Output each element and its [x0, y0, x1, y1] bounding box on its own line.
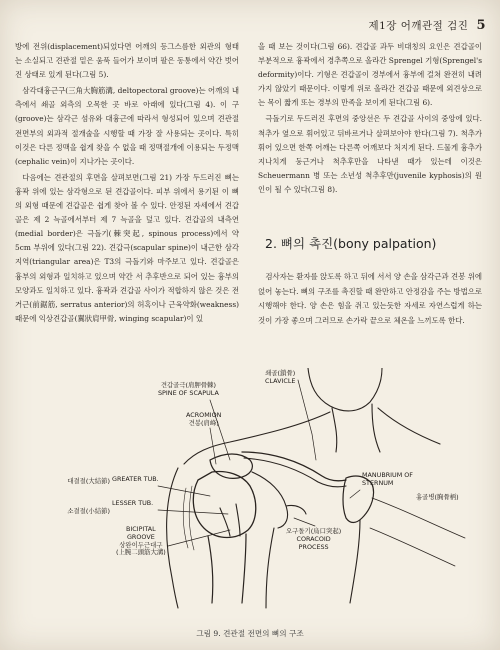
label-clavicle	[265, 370, 295, 386]
label-coracoid-en2: PROCESS	[298, 542, 329, 551]
label-acromion	[186, 412, 221, 428]
label-spine-scapula	[158, 382, 219, 398]
right-paragraph-1: 을 때 보는 것이다(그림 66). 견갑골 과두 비대칭의 요인은 견갑골이 부분적으로 흉곽에서 경추쪽으로 올라간 Sprengel 기형(Sprengel's deformity)이다. 기형은 견갑골이 경부에서 흉부에 걸쳐 완전히 내려가지 않았기 때문이다. 이렇게 위로 올라간 견갑골 때문에 외견상으로는 목이 짧게 또는 경부의 만족을 보이게 된다(그림 6).	[258, 42, 482, 108]
section-body	[258, 270, 482, 328]
label-lesser-tub-en: LESSER TUB.	[112, 499, 154, 507]
section-heading: 2. 뼈의 촉진(bony palpation)	[265, 236, 437, 251]
label-clavicle-ko: 쇄골(鎖骨)	[265, 369, 296, 377]
left-column	[15, 40, 239, 328]
label-coracoid-ko: 오구돌기(烏口突起)	[286, 527, 342, 535]
shoulder-illustration	[60, 368, 480, 613]
label-greater-tub-en: GREATER TUB.	[112, 475, 159, 483]
label-acromion-en: ACROMION	[186, 411, 222, 419]
label-coracoid-en1: CORACOID	[296, 534, 331, 543]
label-manubrium	[362, 472, 413, 488]
label-manubrium-ko: 흉골병(胸骨柄)	[416, 493, 459, 501]
label-bicipital-ko1: 상완이두근대구	[119, 540, 163, 549]
right-column	[258, 40, 482, 199]
chapter-title: 제1장 어깨관절 검진	[368, 20, 469, 32]
humerus-head	[193, 472, 255, 538]
page-number: 5	[476, 18, 486, 33]
label-spine-en: SPINE OF SCAPULA	[158, 388, 219, 397]
label-manubrium-en1: MANUBRIUM OF	[362, 471, 413, 479]
label-acromion-ko: 견봉(肩峰)	[188, 418, 219, 427]
label-coracoid	[286, 528, 341, 551]
left-paragraph-2: 삼각대흉근구(三角大胸筋溝, deltopectoral groove)는 어깨의 내측에서 쇄골 외측의 오목한 곳 바로 아래에 있다(그림 4). 이 구(groove)는 삼각근 섬유와 대흉근에 따라서 형성되어 있으며 견관절 전면부의 외과적 절개술을 시행할 때 가장 잘 사용되는 곳이다. 특히 이것은 다른 정맥을 쉽게 찾을 수 없을 때 정맥절개에 이용되는 두정맥(cephalic vein)이 지나가는 곳이다.	[15, 86, 239, 166]
clavicle-bone	[242, 452, 346, 481]
label-bicipital-ko2: (上腕二頭筋大溝)	[116, 548, 166, 557]
right-paragraph-2: 극돌기로 두드러진 후면의 중앙선은 두 견갑골 사이의 중앙에 있다. 척추가 옆으로 휘어있고 뒤바르거나 살펴보아야 한다(그림 7). 척추가 휘어 있으면 한쪽 어깨는 다른쪽 어깨보다 처지게 된다. 드물게 흉추가 지나치게 둥근거나 척추후만을 나타낸 때가 있는데 이것은 Scheuermann 병 또는 소년성 척추후만(juvenile kyphosis)의 원인이 될 수 있다(그림 8).	[258, 114, 482, 194]
label-bicipital-en1: BICIPITAL	[126, 525, 156, 533]
section-paragraph: 검사자는 환자를 앉도록 하고 뒤에 서서 양 손을 삼각근과 견봉 위에 얹어 놓는다. 뼈의 구조를 촉진할 때 완만하고 안정감을 주는 방법으로 시행해야 한다. 양 손은 힘을 쥐고 있는듯한 자세로 자연스럽게 하는 것이 가장 좋으며 그러므로 손가락 끝으로 체온을 느끼도록 한다.	[258, 272, 482, 325]
label-clavicle-en: CLAVICLE	[265, 376, 296, 385]
left-paragraph-3: 다음에는 견관절의 후면을 살펴보면(그림 21) 가장 두드러진 뼈는 흉곽 위에 있는 삼각형으로 된 견갑골이다. 피부 위에서 용기된 이 뼈의 외형 때문에 견갑골은 쉽게 찾아 볼 수 있다. 안정된 자세에서 견갑골은 제 2 늑골에서부터 제 7 늑골을 덮고 있다. 견갑골의 내측연(medial border)은 극돌기(棘突起, spinous process)에서 약 5cm 부위에 있다(그림 22). 견갑극(scapular spine)이 내근한 삼각지역(triangular area)은 T3의 극돌기와 마주보고 있다. 견갑골은 흉부의 외형과 일치하고 있으며 약간 서 추후반으로 되어 있는 흉부의 모양과도 일치하고 있다. 흉곽과 견갑골 사이가 적합하지 않은 것은 전거근(前鋸筋, serratus anterior)의 허혹이나 근육약화(weakness) 때문에 익상견갑골(翼狀肩甲骨, winging scapular)이 있	[15, 172, 239, 323]
label-manubrium-en2: STERNUM	[362, 478, 394, 487]
label-lesser-tub-ko: 소결절(小結節)	[67, 507, 110, 515]
label-spine-ko: 견갑골극(肩胛骨棘)	[160, 381, 217, 389]
coracoid-bone	[252, 472, 288, 528]
label-bicipital-groove	[116, 526, 166, 557]
label-greater-tub-ko: 대결절(大結節)	[67, 477, 110, 485]
acromion-bone	[210, 454, 252, 478]
running-head	[368, 18, 486, 33]
left-paragraph-1: 방에 전위(displacement)되었다면 어깨의 등그스름한 외관의 형태는 소실되고 견관절 밑은 움푹 들어가 보이며 팔은 동통에서 약간 벗어진 상태로 있게 된다(그림 5).	[15, 42, 239, 80]
figure-caption: 그림 9. 견관절 전면의 뼈의 구조	[196, 629, 304, 638]
jaw-outline	[308, 368, 382, 411]
anatomy-figure	[60, 368, 480, 613]
label-bicipital-en2: GROOVE	[126, 532, 155, 541]
